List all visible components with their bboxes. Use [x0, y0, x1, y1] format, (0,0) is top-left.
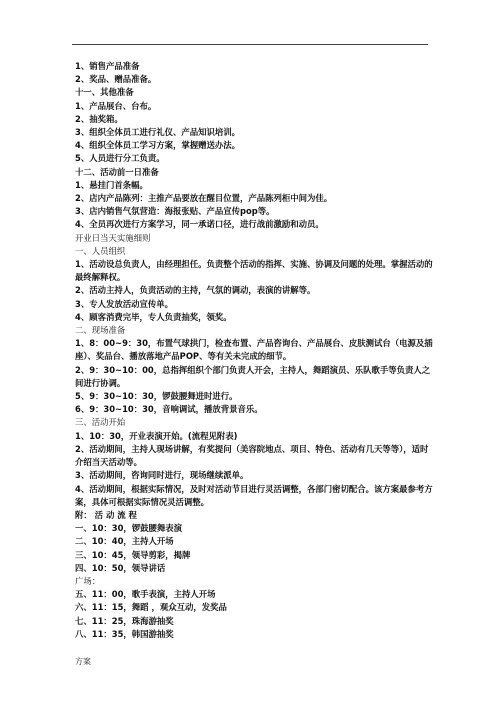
- text-line: 5、人员进行分工负责。: [75, 153, 165, 164]
- text-paragraph: 2、9：30~10：00，总指挥组织个部门负责人开会，主持人，舞蹈演员、乐队歌手等负责人之间进行协调。: [75, 364, 431, 388]
- text-line: 2、奖品、赠品准备。: [75, 74, 157, 85]
- header-divider: [72, 44, 428, 45]
- text-line: 2、活动主持人，负责活动的主持，气氛的调动，表演的讲解等。: [75, 285, 316, 296]
- section-heading: 十二、活动前一日准备: [75, 166, 159, 177]
- text-line: 4、顾客消费完毕，专人负责抽奖，领奖。: [75, 311, 232, 322]
- schedule-item: 六、11：15，舞蹈 ，观众互动，发奖品: [75, 602, 227, 613]
- text-line: 1、悬挂门首条幅。: [75, 179, 148, 190]
- text-paragraph: 1、8：00~9：30，布置气球拱门，检查布置、产品咨询台、产品展台、皮肤测试台（电源及插座）、奖品台、播放落地产品POP、等有关未完成的细节。: [75, 338, 433, 362]
- schedule-item: 四、10：50，领导讲话: [75, 562, 166, 573]
- schedule-item: 七、11：25，珠海游抽奖: [75, 615, 174, 626]
- text-line: 3、组织全体员工进行礼仪、产品知识培训。: [75, 127, 240, 138]
- section-heading: 附： 活 动 流 程: [75, 509, 137, 520]
- text-line: 4、全员再次进行方案学习，同一承诺口径，进行战前激励和动员。: [75, 219, 324, 230]
- text-line: 3、活动期间，咨询同时进行，现场继续派单。: [75, 470, 249, 481]
- text-paragraph: 2、活动期间，主持人现场讲解，有奖提问（美容院地点、项目、特色、活动有几天等等），适时介绍当天活动等。: [75, 443, 429, 468]
- section-heading: 二、现场准备: [75, 325, 126, 336]
- text-line: 1、10：30，开业表演开始。(流程见附表): [75, 430, 238, 441]
- section-heading: 三、活动开始: [75, 417, 126, 428]
- schedule-item: 五、11：00，歌手表演，主持人开场: [75, 589, 216, 600]
- text-line: 2、抽奖箱。: [75, 113, 123, 124]
- page-footer: 方案: [75, 657, 91, 666]
- text-line: 6、9：30~10：30，音响调试，播放背景音乐。: [75, 404, 263, 415]
- schedule-item: 三、10：45，领导剪彩，揭牌: [75, 549, 191, 560]
- text-line: 1、产品展台、台布。: [75, 100, 157, 111]
- section-heading: 一、人员组织: [75, 245, 126, 256]
- document-body: [75, 60, 435, 641]
- text-line: 1、销售产品准备: [75, 61, 140, 71]
- section-heading: 开业日当天实施细则: [75, 232, 151, 243]
- text-paragraph: 1、活动设总负责人，由经理担任。负责整个活动的指挥、实施、协调及问题的处理。掌握活动的最终解释权。: [75, 259, 433, 283]
- text-line: 5、9：30~10：30，锣鼓腰舞进时进行。: [75, 391, 238, 402]
- schedule-item: 八、11：35，韩国游抽奖: [75, 628, 174, 639]
- text-line: 2、店内产品陈列：主推产品要放在醒目位置，产品陈列柜中间为佳。: [75, 193, 333, 204]
- section-heading: 十一、其他准备: [75, 87, 134, 98]
- text-line: 3、店内销售气氛营造：海报张贴、产品宣传pop等。: [75, 206, 275, 217]
- schedule-item: 二、10：40，主持人开场: [75, 536, 174, 547]
- schedule-item: 一、10：30，锣鼓腰舞表演: [75, 523, 183, 534]
- text-line: 3、专人发放活动宣传单。: [75, 298, 173, 309]
- text-paragraph: 4、活动期间，根据实际情况，及时对活动节目进行灵活调整，各部门密切配合。该方案最参考方案，具体可根据实际情况灵活调整。: [75, 483, 433, 507]
- text-line: 4、组织全体员工学习方案，掌握赠送办法。: [75, 140, 240, 151]
- section-heading: 广场：: [75, 575, 101, 586]
